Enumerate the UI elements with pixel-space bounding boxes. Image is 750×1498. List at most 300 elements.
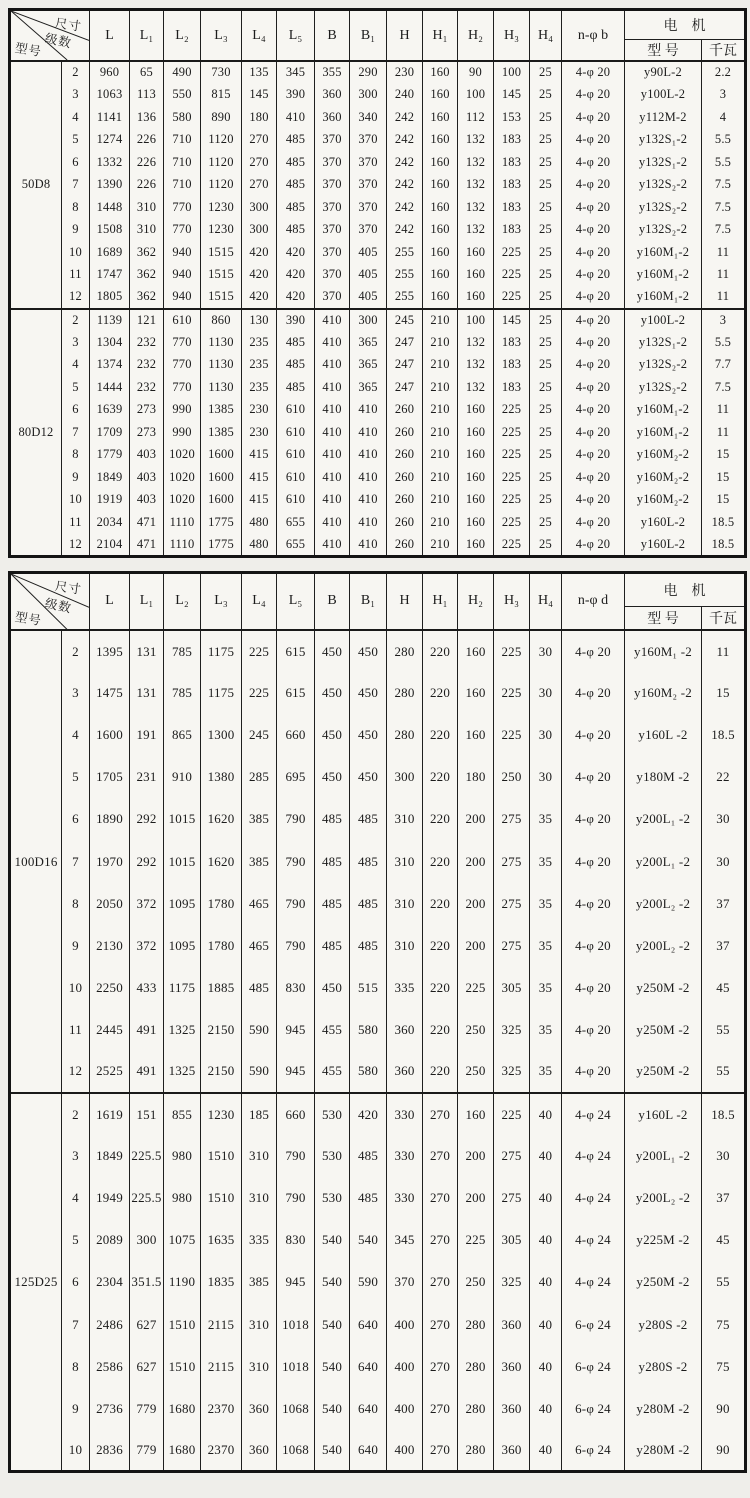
motor-kw-cell: 11 [702, 286, 746, 309]
column-header-8: H [387, 10, 423, 62]
dimension-cell: 270 [423, 1304, 458, 1346]
motor-model-cell: y160M₁-2 [625, 399, 702, 422]
dimension-cell: 160 [423, 286, 458, 309]
dimension-cell: 225 [494, 444, 530, 467]
spec-table-1 [8, 8, 747, 558]
table-row [10, 196, 746, 219]
dimension-cell: 270 [242, 174, 277, 197]
dimension-cell: 610 [277, 421, 315, 444]
stage-cell: 7 [62, 840, 90, 882]
stage-cell: 5 [62, 756, 90, 798]
dimension-cell: 1689 [90, 241, 130, 264]
dimension-cell: 403 [130, 466, 164, 489]
dimension-cell: 1680 [164, 1430, 201, 1472]
corner-model-label: 型号 [13, 609, 43, 629]
dimension-cell: 1620 [201, 840, 242, 882]
dimension-cell: 132 [458, 376, 494, 399]
dimension-cell: 1175 [201, 672, 242, 714]
dimension-cell: 1139 [90, 309, 130, 332]
dimension-cell: 40 [530, 1388, 562, 1430]
dimension-cell: 410 [277, 106, 315, 129]
dimension-cell: 280 [458, 1304, 494, 1346]
dimension-cell: 2130 [90, 925, 130, 967]
dimension-cell: 2115 [201, 1304, 242, 1346]
dimension-cell: 410 [315, 534, 350, 557]
dimension-cell: 200 [458, 798, 494, 840]
dimension-cell: 2445 [90, 1009, 130, 1051]
dimension-cell: 471 [130, 511, 164, 534]
motor-kw-cell: 37 [702, 1177, 746, 1219]
column-header-11: H₃ [494, 572, 530, 630]
dimension-cell: 410 [315, 399, 350, 422]
dimension-cell: 610 [277, 489, 315, 512]
dimension-cell: 940 [164, 241, 201, 264]
dimension-cell: 455 [315, 1051, 350, 1093]
stage-cell: 9 [62, 1388, 90, 1430]
stage-cell: 9 [62, 466, 90, 489]
dimension-cell: 260 [387, 399, 423, 422]
table-row [10, 534, 746, 557]
stage-cell: 10 [62, 967, 90, 1009]
dimension-cell: 640 [350, 1430, 387, 1472]
dimension-cell: 405 [350, 264, 387, 287]
dimension-cell: 1600 [90, 714, 130, 756]
dimension-cell: 180 [458, 756, 494, 798]
dimension-cell: 1374 [90, 354, 130, 377]
dimension-cell: 183 [494, 376, 530, 399]
dimension-cell: 225 [458, 967, 494, 1009]
dimension-cell: 2034 [90, 511, 130, 534]
dimension-cell: 260 [387, 421, 423, 444]
motor-model-cell: y160M₂-2 [625, 489, 702, 512]
dimension-cell: 260 [387, 511, 423, 534]
dimension-cell: 790 [277, 883, 315, 925]
dimension-cell: 815 [201, 84, 242, 107]
dimension-cell: 940 [164, 286, 201, 309]
pump-model-cell: 100D16 [10, 630, 62, 1093]
table-row [10, 1261, 746, 1303]
dimension-cell: 270 [423, 1177, 458, 1219]
motor-model-cell: y160M₁-2 [625, 421, 702, 444]
dimension-cell: 910 [164, 756, 201, 798]
dimension-cell: 370 [315, 264, 350, 287]
dimension-cell: 255 [387, 264, 423, 287]
dimension-cell: 1849 [90, 1135, 130, 1177]
stage-cell: 4 [62, 354, 90, 377]
dimension-cell: 1332 [90, 151, 130, 174]
dimension-cell: 25 [530, 61, 562, 84]
motor-model-cell: y132S₁-2 [625, 151, 702, 174]
dimension-cell: 580 [350, 1051, 387, 1093]
dimension-cell: 1300 [201, 714, 242, 756]
dimension-cell: 1020 [164, 444, 201, 467]
stage-cell: 5 [62, 1219, 90, 1261]
dimension-cell: 4-φ 20 [562, 756, 625, 798]
dimension-cell: 100 [458, 309, 494, 332]
motor-model-header: 型 号 [625, 40, 702, 62]
dimension-cell: 1515 [201, 286, 242, 309]
dimension-cell: 25 [530, 354, 562, 377]
column-header-11: H₃ [494, 10, 530, 62]
dimension-cell: 25 [530, 511, 562, 534]
dimension-cell: 30 [530, 756, 562, 798]
table-row [10, 399, 746, 422]
dimension-cell: 410 [315, 309, 350, 332]
dimension-cell: 180 [242, 106, 277, 129]
dimension-cell: 390 [277, 84, 315, 107]
dimension-cell: 340 [350, 106, 387, 129]
stage-cell: 3 [62, 672, 90, 714]
motor-kw-cell: 7.5 [702, 196, 746, 219]
stage-cell: 4 [62, 1177, 90, 1219]
dimension-cell: 372 [130, 925, 164, 967]
dimension-cell: 450 [350, 756, 387, 798]
dimension-cell: 540 [315, 1388, 350, 1430]
dimension-cell: 355 [315, 61, 350, 84]
dimension-cell: 370 [315, 219, 350, 242]
dimension-cell: 2736 [90, 1388, 130, 1430]
dimension-cell: 485 [315, 798, 350, 840]
dimension-cell: 220 [423, 1009, 458, 1051]
dimension-cell: 242 [387, 219, 423, 242]
motor-model-cell: y160L-2 [625, 534, 702, 557]
dimension-cell: 335 [387, 967, 423, 1009]
dimension-cell: 225 [494, 714, 530, 756]
dimension-cell: 362 [130, 241, 164, 264]
table-row [10, 466, 746, 489]
dimension-cell: 100 [458, 84, 494, 107]
dimension-cell: 465 [242, 883, 277, 925]
table-row [10, 756, 746, 798]
dimension-cell: 280 [458, 1430, 494, 1472]
dimension-cell: 300 [350, 309, 387, 332]
dimension-cell: 790 [277, 1177, 315, 1219]
dimension-cell: 273 [130, 399, 164, 422]
stage-cell: 8 [62, 1346, 90, 1388]
dimension-cell: 160 [423, 241, 458, 264]
dimension-cell: 151 [130, 1093, 164, 1135]
dimension-cell: 160 [458, 241, 494, 264]
dimension-cell: 242 [387, 151, 423, 174]
motor-kw-cell: 75 [702, 1346, 746, 1388]
dimension-cell: 220 [423, 925, 458, 967]
column-header-3: L₃ [201, 10, 242, 62]
model-section-50D8 [10, 61, 746, 309]
dimension-cell: 132 [458, 174, 494, 197]
dimension-cell: 1230 [201, 219, 242, 242]
motor-model-cell: y200L₁ -2 [625, 1135, 702, 1177]
dimension-cell: 1141 [90, 106, 130, 129]
motor-model-cell: y225M -2 [625, 1219, 702, 1261]
dimension-cell: 1068 [277, 1430, 315, 1472]
table-row [10, 444, 746, 467]
stage-cell: 10 [62, 489, 90, 512]
dimension-cell: 410 [315, 331, 350, 354]
table-row [10, 1346, 746, 1388]
dimension-cell: 410 [350, 489, 387, 512]
motor-kw-cell: 55 [702, 1051, 746, 1093]
dimension-cell: 30 [530, 714, 562, 756]
dimension-cell: 230 [242, 421, 277, 444]
dimension-cell: 770 [164, 196, 201, 219]
dimension-cell: 4-φ 20 [562, 174, 625, 197]
motor-kw-header: 千瓦 [702, 606, 746, 630]
table-row [10, 174, 746, 197]
dimension-cell: 40 [530, 1346, 562, 1388]
dimension-cell: 183 [494, 151, 530, 174]
dimension-cell: 325 [494, 1261, 530, 1303]
dimension-cell: 365 [350, 331, 387, 354]
dimension-cell: 365 [350, 354, 387, 377]
dimension-cell: 30 [530, 630, 562, 672]
dimension-cell: 1130 [201, 376, 242, 399]
dimension-cell: 280 [387, 630, 423, 672]
dimension-cell: 25 [530, 331, 562, 354]
diagonal-corner-cell [10, 572, 90, 630]
motor-kw-cell: 11 [702, 264, 746, 287]
motor-kw-cell: 11 [702, 421, 746, 444]
dimension-cell: 4-φ 20 [562, 106, 625, 129]
motor-model-cell: y160L-2 [625, 511, 702, 534]
motor-model-cell: y160M₂-2 [625, 444, 702, 467]
table-row [10, 106, 746, 129]
dimension-cell: 40 [530, 1177, 562, 1219]
dimension-cell: 370 [350, 129, 387, 152]
dimension-cell: 25 [530, 174, 562, 197]
column-header-1: L₁ [130, 10, 164, 62]
dimension-cell: 220 [423, 1051, 458, 1093]
dimension-cell: 4-φ 20 [562, 534, 625, 557]
dimension-cell: 335 [242, 1219, 277, 1261]
dimension-cell: 485 [350, 925, 387, 967]
dimension-cell: 615 [277, 630, 315, 672]
column-header-10: H₂ [458, 572, 494, 630]
dimension-cell: 465 [242, 925, 277, 967]
dimension-cell: 790 [277, 1135, 315, 1177]
dimension-cell: 370 [350, 151, 387, 174]
dimension-cell: 403 [130, 444, 164, 467]
dimension-cell: 132 [458, 151, 494, 174]
dimension-cell: 1110 [164, 534, 201, 557]
dimension-cell: 232 [130, 376, 164, 399]
dimension-cell: 590 [242, 1051, 277, 1093]
motor-model-cell: y160L -2 [625, 714, 702, 756]
dimension-cell: 790 [277, 798, 315, 840]
motor-model-cell: y100L-2 [625, 309, 702, 332]
dimension-cell: 242 [387, 106, 423, 129]
dimension-cell: 580 [164, 106, 201, 129]
motor-model-cell: y250M -2 [625, 1261, 702, 1303]
dimension-cell: 1919 [90, 489, 130, 512]
dimension-cell: 420 [242, 241, 277, 264]
stage-cell: 4 [62, 714, 90, 756]
dimension-cell: 490 [164, 61, 201, 84]
dimension-cell: 40 [530, 1430, 562, 1472]
dimension-cell: 360 [387, 1009, 423, 1051]
dimension-cell: 1510 [164, 1346, 201, 1388]
stage-cell: 2 [62, 630, 90, 672]
motor-model-cell: y280S -2 [625, 1304, 702, 1346]
motor-model-cell: y100L-2 [625, 84, 702, 107]
dimension-cell: 1190 [164, 1261, 201, 1303]
dimension-cell: 655 [277, 511, 315, 534]
dimension-cell: 275 [494, 798, 530, 840]
dimension-cell: 6-φ 24 [562, 1346, 625, 1388]
dimension-cell: 4-φ 20 [562, 883, 625, 925]
dimension-cell: 730 [201, 61, 242, 84]
dimension-cell: 226 [130, 151, 164, 174]
dimension-cell: 4-φ 20 [562, 714, 625, 756]
dimension-cell: 830 [277, 967, 315, 1009]
dimension-cell: 410 [350, 444, 387, 467]
dimension-cell: 1020 [164, 489, 201, 512]
dimension-cell: 485 [277, 376, 315, 399]
dimension-cell: 25 [530, 534, 562, 557]
dimension-cell: 310 [387, 883, 423, 925]
motor-model-cell: y132S₂-2 [625, 196, 702, 219]
dimension-cell: 1705 [90, 756, 130, 798]
dimension-cell: 2370 [201, 1430, 242, 1472]
dimension-cell: 25 [530, 376, 562, 399]
motor-model-cell: y132S₂-2 [625, 174, 702, 197]
dimension-cell: 285 [242, 756, 277, 798]
dimension-cell: 330 [387, 1177, 423, 1219]
table-row [10, 1135, 746, 1177]
dimension-cell: 1639 [90, 399, 130, 422]
dimension-cell: 360 [387, 1051, 423, 1093]
dimension-cell: 235 [242, 376, 277, 399]
dimension-cell: 145 [242, 84, 277, 107]
corner-stage-label: 级数 [43, 30, 74, 51]
motor-kw-cell: 22 [702, 756, 746, 798]
dimension-cell: 25 [530, 286, 562, 309]
dimension-cell: 1600 [201, 444, 242, 467]
motor-model-cell: y250M -2 [625, 1009, 702, 1051]
motor-model-cell: y200L₁ -2 [625, 840, 702, 882]
dimension-cell: 1510 [164, 1304, 201, 1346]
dimension-cell: 485 [350, 883, 387, 925]
dimension-cell: 1780 [201, 883, 242, 925]
dimension-cell: 351.5 [130, 1261, 164, 1303]
dimension-cell: 4-φ 20 [562, 151, 625, 174]
motor-kw-cell: 30 [702, 1135, 746, 1177]
dimension-cell: 1130 [201, 331, 242, 354]
dimension-cell: 540 [315, 1304, 350, 1346]
dimension-cell: 183 [494, 219, 530, 242]
motor-kw-cell: 18.5 [702, 534, 746, 557]
dimension-cell: 1444 [90, 376, 130, 399]
motor-model-cell: y132S₂-2 [625, 219, 702, 242]
dimension-cell: 770 [164, 331, 201, 354]
dimension-cell: 1120 [201, 151, 242, 174]
stage-cell: 4 [62, 106, 90, 129]
column-header-10: H₂ [458, 10, 494, 62]
dimension-cell: 232 [130, 331, 164, 354]
dimension-cell: 1475 [90, 672, 130, 714]
dimension-cell: 183 [494, 354, 530, 377]
dimension-cell: 4-φ 20 [562, 798, 625, 840]
dimension-cell: 132 [458, 354, 494, 377]
stage-cell: 2 [62, 61, 90, 84]
dimension-cell: 210 [423, 399, 458, 422]
dimension-cell: 2525 [90, 1051, 130, 1093]
motor-kw-cell: 5.5 [702, 331, 746, 354]
spec-table-2 [8, 571, 747, 1474]
motor-model-cell: y112M-2 [625, 106, 702, 129]
corner-model-label: 型号 [13, 40, 43, 60]
dimension-cell: 210 [423, 331, 458, 354]
dimension-cell: 785 [164, 630, 201, 672]
motor-group-header: 电 机 [625, 10, 746, 40]
dimension-cell: 35 [530, 798, 562, 840]
motor-model-cell: y160M₁-2 [625, 264, 702, 287]
dimension-cell: 210 [423, 444, 458, 467]
dimension-cell: 4-φ 24 [562, 1261, 625, 1303]
stage-cell: 9 [62, 925, 90, 967]
dimension-cell: 310 [242, 1304, 277, 1346]
motor-model-cell: y132S₂-2 [625, 354, 702, 377]
dimension-cell: 410 [350, 421, 387, 444]
dimension-cell: 362 [130, 286, 164, 309]
dimension-cell: 300 [242, 219, 277, 242]
table-gap [8, 558, 750, 571]
dimension-cell: 310 [387, 840, 423, 882]
dimension-cell: 210 [423, 466, 458, 489]
dimension-cell: 4-φ 20 [562, 466, 625, 489]
table-row [10, 1009, 746, 1051]
column-header-1: L₁ [130, 572, 164, 630]
dimension-cell: 247 [387, 376, 423, 399]
dimension-cell: 1095 [164, 883, 201, 925]
dimension-cell: 360 [242, 1430, 277, 1472]
dimension-cell: 40 [530, 1261, 562, 1303]
stage-cell: 7 [62, 421, 90, 444]
dimension-cell: 410 [315, 421, 350, 444]
dimension-cell: 270 [423, 1135, 458, 1177]
pump-model-cell: 125D25 [10, 1093, 62, 1472]
dimension-cell: 210 [423, 489, 458, 512]
dimension-cell: 710 [164, 174, 201, 197]
dimension-cell: 160 [423, 84, 458, 107]
dimension-cell: 25 [530, 84, 562, 107]
motor-kw-cell: 15 [702, 672, 746, 714]
dimension-cell: 945 [277, 1009, 315, 1051]
dimension-cell: 273 [130, 421, 164, 444]
dimension-cell: 275 [494, 840, 530, 882]
dimension-cell: 135 [242, 61, 277, 84]
dimension-cell: 420 [277, 264, 315, 287]
motor-model-cell: y160M₁-2 [625, 286, 702, 309]
dimension-cell: 6-φ 24 [562, 1304, 625, 1346]
dimension-cell: 275 [494, 925, 530, 967]
table-row [10, 421, 746, 444]
dimension-cell: 1230 [201, 1093, 242, 1135]
stage-cell: 9 [62, 219, 90, 242]
dimension-cell: 225 [494, 466, 530, 489]
dimension-cell: 1510 [201, 1135, 242, 1177]
dimension-cell: 113 [130, 84, 164, 107]
stage-cell: 5 [62, 376, 90, 399]
dimension-cell: 160 [458, 511, 494, 534]
table-row [10, 1304, 746, 1346]
motor-kw-cell: 4 [702, 106, 746, 129]
dimension-cell: 136 [130, 106, 164, 129]
table-row [10, 129, 746, 152]
dimension-cell: 990 [164, 399, 201, 422]
corner-dimension-label: 尺寸 [54, 578, 83, 597]
motor-model-header: 型 号 [625, 606, 702, 630]
dimension-cell: 4-φ 20 [562, 331, 625, 354]
